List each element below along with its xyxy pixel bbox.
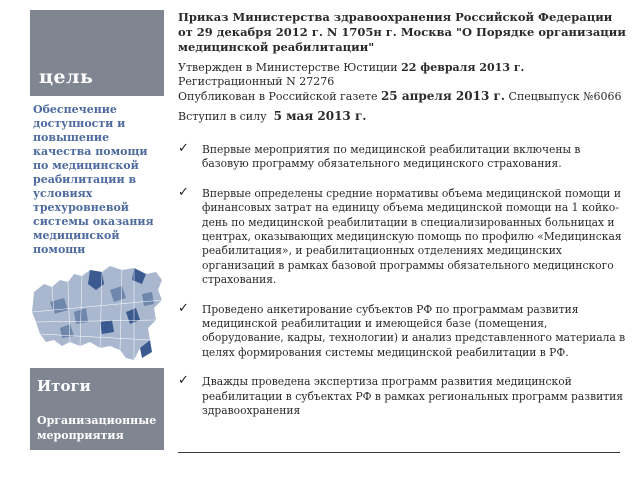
results-title: Итоги: [37, 377, 91, 395]
map-region-mid-5: [142, 292, 154, 306]
published-prefix: Опубликован в Российской газете: [178, 90, 378, 103]
list-item: [178, 184, 630, 288]
approved-line: [178, 61, 630, 75]
published-line: [178, 89, 630, 104]
bottom-divider: [178, 452, 620, 453]
goal-header-box: [30, 10, 164, 96]
check-icon: ✓: [178, 300, 189, 316]
left-column: [30, 0, 164, 479]
goal-text: Обеспечение доступности и повышение качества помощи по медицинской реабилитации в условиях трехуровневой системы оказания медицинской помощи: [33, 103, 154, 256]
order-meta: [178, 61, 630, 104]
list-item-text: Впервые мероприятия по медицинской реабилитации включены в базовую программу обязательного медицинского страхования.: [202, 143, 581, 171]
effective-line: [178, 109, 630, 123]
results-subtitle: Организационные мероприятия: [37, 414, 157, 442]
list-item: [178, 375, 630, 418]
list-item-text: Проведено анкетирование субъектов РФ по программам развития медицинской реабилитации и имеющейся базе (помещения, оборудование, кадры, технологии) и анализ представленного материала в целях формирования системы медицинской реабилитации в РФ.: [202, 302, 626, 359]
effective-prefix: Вступил в силу: [178, 110, 267, 123]
map-region-dark-4: [100, 320, 114, 334]
russia-map: [30, 262, 164, 368]
registration-line: Регистрационный N 27276: [178, 75, 335, 88]
approved-prefix: Утвержден в Министерстве Юстиции: [178, 61, 398, 74]
results-box: [30, 368, 164, 450]
check-icon: ✓: [178, 184, 189, 200]
list-item: [178, 300, 630, 361]
published-date: 25 апреля 2013 г.: [380, 89, 506, 103]
approved-date: 22 февраля 2013 г.: [401, 61, 525, 74]
published-suffix: Спецвыпуск №6066: [508, 90, 622, 103]
list-item-text: Дважды проведена экспертиза программ развития медицинской реабилитации в субъектах РФ в рамках региональных программ развития здравоохранения: [202, 375, 623, 418]
order-title: Приказ Министерства здравоохранения Российской Федерации от 29 декабря 2012 г. N 1705н г. Москва "О Порядке организации медицинской реабилитации": [178, 10, 626, 54]
list-item: [178, 143, 630, 172]
goal-title: цель: [39, 66, 94, 88]
effective-date: 5 мая 2013 г.: [273, 109, 367, 123]
check-icon: ✓: [178, 373, 189, 389]
list-item-text: Впервые определены средние нормативы объема медицинской помощи и финансовых затрат на единицу объема медицинской помощи на 1 койко-день по медицинской реабилитации в специализированных больницах и центрах, оказывающих медицинскую помощь по профилю «Медицинская реабилитация», и реабилитационных отделениях медицинских организаций в рамках базовой программы обязательного медицинского страхования.: [202, 186, 622, 287]
right-column: [178, 10, 630, 434]
achievements-list: [178, 143, 630, 419]
check-icon: ✓: [178, 141, 189, 156]
